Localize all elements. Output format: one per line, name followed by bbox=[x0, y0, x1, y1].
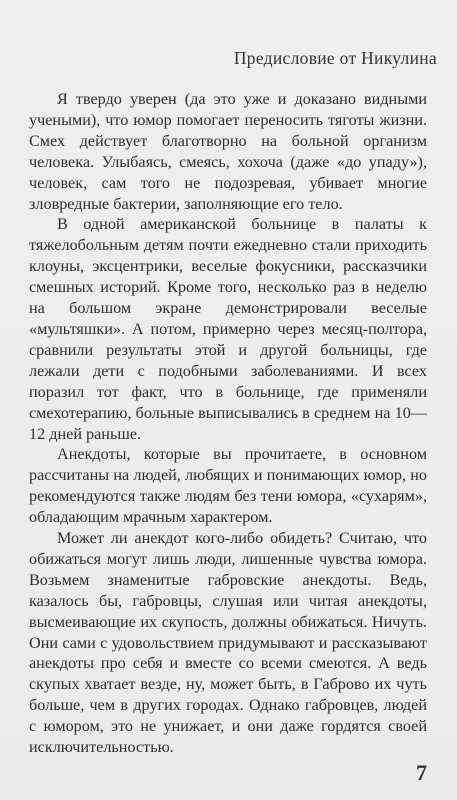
paragraph-audience: Анекдоты, которые вы прочитаете, в основном рассчитаны на людей, любящих и понимающих юмор, но рекомендуются также людям без тени юмора, «сухарям», обладающим мрачным характером. bbox=[29, 445, 427, 527]
paragraph-humor-health: Я твердо уверен (да это уже и доказано видными учеными), что юмор помогает переносить тяготы жизни. Смех действует благотворно на больной организм человека. Улыбаясь, смеясь, хохоча (даже «до упаду»), человек, сам того не подозревая, убивает многие зловредные бактерии, заполняющие его тело. bbox=[29, 90, 427, 213]
paragraph-hospital-study: В одной американской больнице в палаты к тяжелобольным детям почти ежедневно стали приходить клоуны, эксцентрики, веселые фокусники, рассказчики смешных историй. Кроме того, несколько раз в неделю на большом экране демонстрировали веселые «мультяшки». А потом, примерно через месяц-полтора, сравнили результаты этой и другой больницы, где лежали дети с подобными заболеваниями. И всех поразил тот факт, что в больнице, где применяли смехотерапию, больные выписывались в среднем на 10—12 дней раньше. bbox=[29, 215, 427, 443]
body-text bbox=[29, 89, 427, 758]
running-header: Предисловие от Никулина bbox=[233, 48, 437, 68]
page-number: 7 bbox=[416, 760, 427, 785]
paragraph-gabrovo: Может ли анекдот кого-либо обидеть? Считаю, что обижаться могут лишь люди, лишенные чувства юмора. Возьмем знаменитые габровские анекдоты. Ведь, казалось бы, габровцы, слушая или читая анекдоты, высмеивающие их скупость, должны обижаться. Ничуть. Они сами с удовольствием придумывают и рассказывают анекдоты про себя и вместе со всеми смеются. А ведь скупых хватает везде, ну, может быть, в Габрово их чуть больше, чем в других городах. Однако габровцев, людей с юмором, это не унижает, и они даже гордятся своей исключительностью. bbox=[29, 529, 427, 757]
